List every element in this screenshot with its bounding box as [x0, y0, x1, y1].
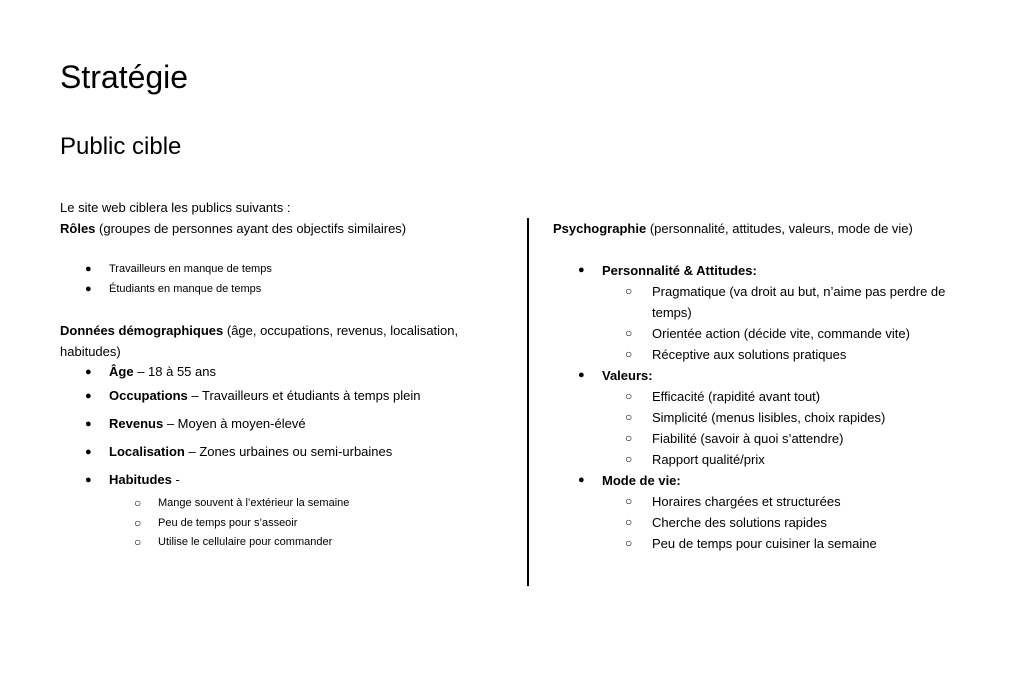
- item-text: Peu de temps pour cuisiner la semaine: [652, 536, 877, 551]
- psychographics-label: Psychographie: [553, 221, 647, 236]
- group-heading: [553, 470, 983, 491]
- list-item: [553, 386, 983, 407]
- list-item: [109, 494, 515, 514]
- bullet-icon: ●: [85, 418, 92, 430]
- bullet-icon: ●: [85, 390, 92, 402]
- group-heading: [553, 365, 983, 386]
- bullet-icon: ○: [625, 389, 633, 403]
- list-item: [553, 323, 983, 344]
- left-column: [60, 219, 515, 553]
- list-item: [60, 410, 515, 438]
- bullet-icon: ○: [134, 496, 142, 510]
- bullet-icon: ○: [625, 494, 633, 508]
- bullet-icon: ○: [134, 535, 142, 549]
- item-label: Habitudes: [109, 472, 172, 487]
- item-label: Âge: [109, 364, 134, 379]
- bullet-icon: ○: [625, 326, 633, 340]
- list-item: [553, 533, 983, 554]
- list-item: [60, 280, 515, 300]
- group-label: Mode de vie:: [602, 473, 681, 488]
- item-text: – Zones urbaines ou semi-urbaines: [188, 444, 393, 459]
- item-text: Simplicité (menus lisibles, choix rapides): [652, 410, 886, 425]
- bullet-icon: ○: [625, 347, 633, 361]
- intro-text: Le site web ciblera les publics suivants :: [60, 200, 291, 215]
- list-item: [109, 533, 515, 553]
- demographics-list: [60, 362, 515, 494]
- section-title: Public cible: [60, 133, 182, 160]
- list-item: [553, 491, 983, 512]
- column-divider: [527, 218, 529, 586]
- bullet-icon: ○: [134, 515, 142, 530]
- item-label: Revenus: [109, 416, 164, 431]
- habit-text: Mange souvent à l’extérieur la semaine: [158, 497, 350, 509]
- item-text: -: [175, 472, 180, 487]
- item-label: Localisation: [109, 444, 185, 459]
- psychographics-heading: [553, 219, 983, 239]
- bullet-icon: ●: [578, 369, 585, 381]
- item-text: Efficacité (rapidité avant tout): [652, 389, 821, 404]
- demographics-heading: [60, 320, 490, 362]
- list-item: [553, 449, 983, 470]
- bullet-icon: ●: [85, 474, 92, 486]
- bullet-icon: ○: [625, 452, 633, 466]
- bullet-icon: ○: [625, 515, 633, 529]
- list-item: [60, 260, 515, 280]
- habit-text: Utilise le cellulaire pour commander: [158, 536, 333, 548]
- group-label: Valeurs:: [602, 368, 653, 383]
- bullet-icon: ●: [85, 446, 92, 458]
- roles-description: (groupes de personnes ayant des objectifs similaires): [99, 221, 407, 236]
- right-column: [553, 219, 983, 554]
- bullet-icon: ●: [578, 264, 585, 276]
- page-title: Stratégie: [60, 59, 189, 95]
- list-item: [60, 438, 515, 466]
- item-label: Occupations: [109, 388, 188, 403]
- list-item: [553, 512, 983, 533]
- bullet-icon: ○: [625, 284, 633, 298]
- item-text: Pragmatique (va droit au but, n’aime pas perdre de temps): [652, 284, 946, 320]
- item-text: Orientée action (décide vite, commande vite): [652, 326, 910, 341]
- list-item: [553, 344, 983, 365]
- bullet-icon: ●: [85, 366, 92, 378]
- demographics-label: Données démographiques: [60, 323, 224, 338]
- item-text: – Travailleurs et étudiants à temps plein: [191, 388, 421, 403]
- bullet-icon: ○: [625, 431, 633, 445]
- list-item: [553, 407, 983, 428]
- habit-text: Peu de temps pour s’asseoir: [158, 516, 298, 529]
- bullet-icon: ●: [85, 282, 92, 295]
- bullet-icon: ○: [625, 536, 633, 550]
- item-text: Cherche des solutions rapides: [652, 515, 827, 530]
- list-item: [60, 362, 515, 382]
- item-text: Réceptive aux solutions pratiques: [652, 347, 847, 362]
- list-item: [553, 281, 983, 323]
- group-heading: [553, 260, 983, 281]
- habits-list: [109, 494, 515, 553]
- bullet-icon: ●: [578, 474, 585, 486]
- psychographics-groups: [553, 260, 983, 554]
- roles-heading: [60, 219, 515, 239]
- roles-list: [60, 260, 515, 299]
- group-items: [553, 386, 983, 470]
- roles-label: Rôles: [60, 221, 96, 236]
- demographics-description: (âge, occupations, revenus, localisation, habitudes): [60, 323, 459, 359]
- item-text: – 18 à 55 ans: [137, 364, 216, 379]
- bullet-icon: ○: [625, 410, 633, 424]
- item-text: Rapport qualité/prix: [652, 452, 765, 467]
- list-item: [109, 514, 515, 534]
- group-items: [553, 491, 983, 554]
- psychographics-description: (personnalité, attitudes, valeurs, mode de vie): [649, 221, 913, 236]
- list-item: [60, 466, 515, 494]
- group-items: [553, 281, 983, 365]
- group-label: Personnalité & Attitudes:: [602, 263, 757, 278]
- item-text: Horaires chargées et structurées: [652, 494, 841, 509]
- list-item: [60, 382, 515, 410]
- item-text: – Moyen à moyen-élevé: [166, 416, 306, 431]
- role-text: Travailleurs en manque de temps: [109, 263, 272, 275]
- role-text: Étudiants en manque de temps: [109, 282, 262, 295]
- bullet-icon: ●: [85, 263, 92, 275]
- list-item: [553, 428, 983, 449]
- item-text: Fiabilité (savoir à quoi s’attendre): [652, 431, 844, 446]
